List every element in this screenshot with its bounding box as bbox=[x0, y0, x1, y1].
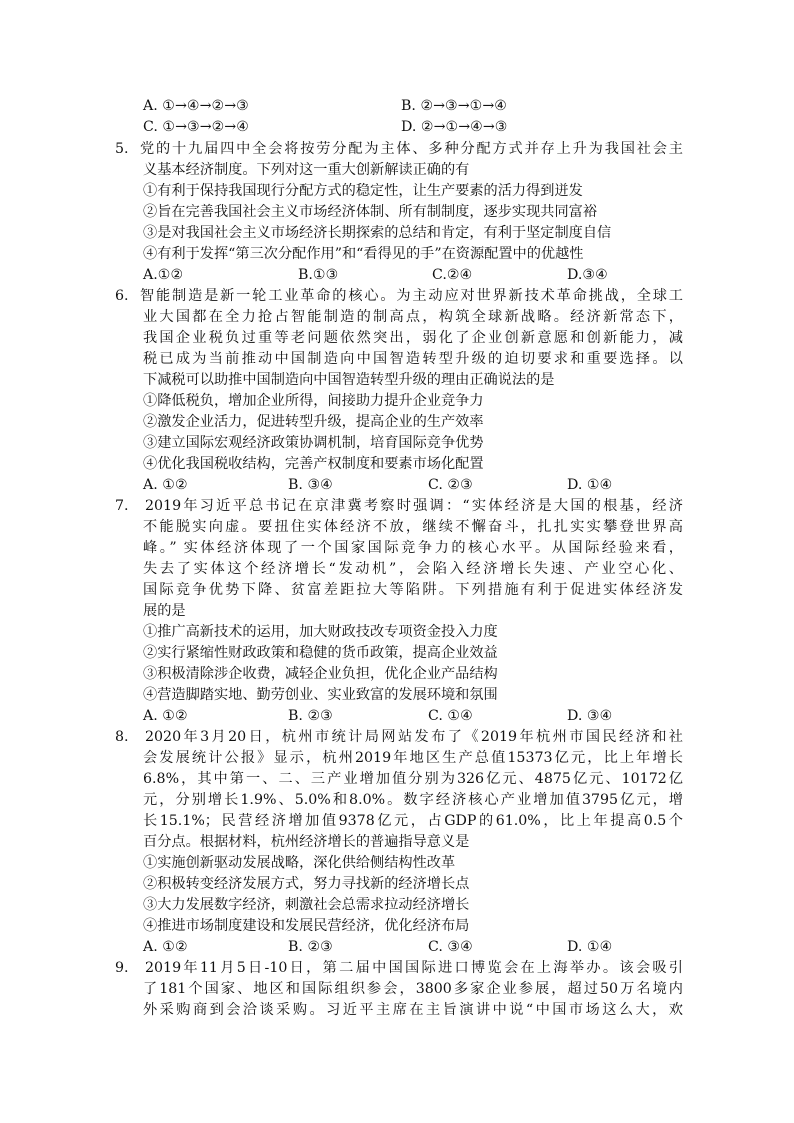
q8-item-1: ①实施创新驱动发展战略，深化供给侧结构性改革 bbox=[143, 855, 456, 871]
q8-item-2: ②积极转变经济发展方式，努力寻找新的经济增长点 bbox=[143, 876, 470, 892]
q9-stem-line: 外采购商到会洽谈采购。习近平主席在主旨演讲中说“中国市场这么大，欢 bbox=[143, 1002, 683, 1018]
q5-item-1: ①有利于保持我国现行分配方式的稳定性，让生产要素的活力得到迸发 bbox=[143, 183, 583, 199]
q8-stem-line: 长15.1%；民营经济增加值9378亿元，占GDP的61.0%，比上年提高0.5个 bbox=[143, 813, 683, 829]
q7-stem-line: 展的是 bbox=[143, 603, 186, 619]
q4-option-b: B. ②→③→①→④ bbox=[401, 98, 507, 114]
q7-stem-line: 2019年习近平总书记在京津冀考察时强调：“实体经济是大国的根基，经济 bbox=[145, 498, 683, 514]
q7-item-2: ②实行紧缩性财政政策和稳健的货币政策，提高企业效益 bbox=[143, 645, 498, 661]
q5-option-c: C.②④ bbox=[432, 267, 473, 283]
q4-option-a: A. ①→④→②→③ bbox=[143, 98, 249, 114]
q6-item-1: ①降低税负，增加企业所得，间接助力提升企业竞争力 bbox=[143, 393, 484, 409]
q8-option-c: C. ③④ bbox=[428, 939, 473, 955]
q8-item-4: ④推进市场制度建设和发展民营经济，优化经济布局 bbox=[143, 918, 470, 934]
q7-item-3: ③积极清除涉企收费，减轻企业负担，优化企业产品结构 bbox=[143, 666, 498, 682]
q8-option-a: A. ①② bbox=[143, 939, 188, 955]
q6-option-a: A. ①② bbox=[143, 477, 188, 493]
q6-item-2: ②激发企业活力，促进转型升级，提高企业的生产效率 bbox=[143, 414, 484, 430]
q7-stem-line: 国际竞争优势下降、贫富差距拉大等陷阱。下列措施有利于促进实体经济发 bbox=[143, 582, 683, 598]
q8-option-d: D. ①④ bbox=[567, 939, 613, 955]
q8-number: 8. bbox=[115, 729, 129, 745]
q8-stem-line: 元，分别增长1.9%、5.0%和8.0%。数字经济核心产业增加值3795亿元，增 bbox=[143, 792, 683, 808]
q6-stem-line: 税已成为当前推动中国制造向中国智造转型升级的迫切要求和重要选择。以 bbox=[143, 351, 683, 367]
q7-option-c: C. ①④ bbox=[428, 708, 473, 724]
q4-option-d: D. ②→①→④→③ bbox=[401, 119, 508, 135]
q5-number: 5. bbox=[115, 141, 129, 157]
q6-number: 6. bbox=[115, 288, 129, 304]
q6-item-3: ③建立国际宏观经济政策协调机制，培育国际竞争优势 bbox=[143, 435, 484, 451]
q8-stem-line: 百分点。根据材料，杭州经济增长的普遍指导意义是 bbox=[143, 834, 470, 850]
q8-stem-line: 6.8%，其中第一、二、三产业增加值分别为326亿元、4875亿元、10172亿 bbox=[143, 771, 683, 787]
q6-stem-line: 我国企业税负过重等老问题依然突出，弱化了企业创新意愿和创新能力，减 bbox=[143, 330, 683, 346]
q5-item-3: ③是对我国社会主义市场经济长期探索的总结和肯定，有利于坚定制度自信 bbox=[143, 225, 612, 241]
q7-stem-line: 峰。” 实体经济体现了一个国家国际竞争力的核心水平。从国际经验来看， bbox=[143, 540, 683, 556]
q5-option-a: A.①② bbox=[143, 267, 184, 283]
q7-item-1: ①推广高新技术的运用，加大财政技改专项资金投入力度 bbox=[143, 624, 498, 640]
q5-item-4: ④有利于发挥“第三次分配作用”和“看得见的手”在资源配置中的优越性 bbox=[143, 246, 584, 262]
q4-option-c: C. ①→③→②→④ bbox=[143, 119, 249, 135]
q7-option-b: B. ②③ bbox=[288, 708, 333, 724]
q8-stem-line: 2020年3月20日，杭州市统计局网站发布了《2019年杭州市国民经济和社 bbox=[145, 729, 683, 745]
q5-stem-line: 党的十九届四中全会将按劳分配为主体、多种分配方式并存上升为我国社会主 bbox=[140, 141, 683, 157]
q6-item-4: ④优化我国税收结构，完善产权制度和要素市场化配置 bbox=[143, 456, 484, 472]
q5-option-d: D.③④ bbox=[567, 267, 608, 283]
q5-item-2: ②旨在完善我国社会主义市场经济体制、所有制制度，逐步实现共同富裕 bbox=[143, 204, 598, 220]
q9-stem-line: 2019年11月5日-10日，第二届中国国际进口博览会在上海举办。该会吸引 bbox=[145, 960, 683, 976]
q7-option-a: A. ①② bbox=[143, 708, 188, 724]
q6-option-d: D. ①④ bbox=[567, 477, 613, 493]
q9-stem-line: 了181个国家、地区和国际组织参会，3800多家企业参展，超过50万名境内 bbox=[143, 981, 683, 997]
q6-option-b: B. ③④ bbox=[288, 477, 333, 493]
q7-stem-line: 不能脱实向虚。要扭住实体经济不放，继续不懈奋斗，扎扎实实攀登世界高 bbox=[143, 519, 683, 535]
q5-stem-line: 义基本经济制度。下列对这一重大创新解读正确的有 bbox=[143, 162, 470, 178]
q5-option-b: B.①③ bbox=[298, 267, 339, 283]
q8-stem-line: 会发展统计公报》显示，杭州2019年地区生产总值15373亿元，比上年增长 bbox=[143, 750, 683, 766]
q6-option-c: C. ②③ bbox=[428, 477, 473, 493]
q8-option-b: B. ②③ bbox=[288, 939, 333, 955]
q7-option-d: D. ③④ bbox=[567, 708, 613, 724]
q9-number: 9. bbox=[115, 960, 129, 976]
q7-item-4: ④营造脚踏实地、勤劳创业、实业致富的发展环境和氛围 bbox=[143, 687, 498, 703]
q7-number: 7. bbox=[115, 498, 129, 514]
q6-stem-line: 业大国都在全力抢占智能制造的制高点，构筑全球新战略。经济新常态下， bbox=[143, 309, 683, 325]
q6-stem-line: 下减税可以助推中国制造向中国智造转型升级的理由正确说法的是 bbox=[143, 372, 555, 388]
q6-stem-line: 智能制造是新一轮工业革命的核心。为主动应对世界新技术革命挑战，全球工 bbox=[140, 288, 683, 304]
q8-item-3: ③大力发展数字经济，刺激社会总需求拉动经济增长 bbox=[143, 897, 470, 913]
q7-stem-line: 失去了实体这个经济增长“发动机”，会陷入经济增长失速、产业空心化、 bbox=[143, 561, 683, 577]
